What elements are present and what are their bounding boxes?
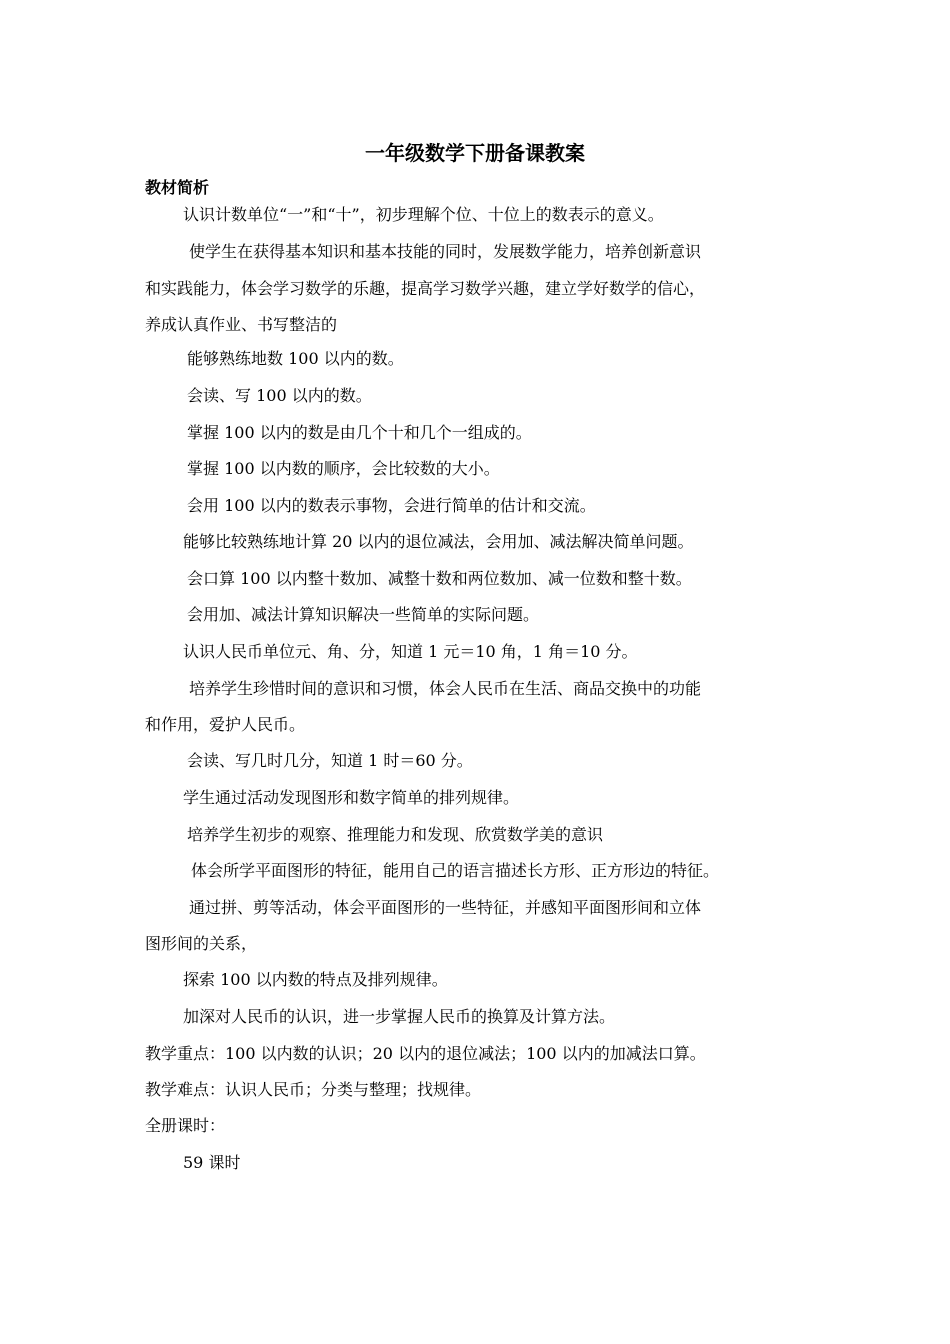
paragraph-line: 体会所学平面图形的特征，能用自己的语言描述长方形、正方形边的特征。	[191, 861, 720, 880]
paragraph-line: 加深对人民币的认识，进一步掌握人民币的换算及计算方法。	[183, 1007, 616, 1026]
paragraph-line: 探索 100 以内数的特点及排列规律。	[183, 970, 448, 989]
paragraph-line: 使学生在获得基本知识和基本技能的同时，发展数学能力，培养创新意识	[189, 242, 702, 261]
paragraph-line: 掌握 100 以内的数是由几个十和几个一组成的。	[187, 423, 532, 442]
paragraph-line: 会用 100 以内的数表示事物，会进行简单的估计和交流。	[187, 496, 596, 515]
paragraph-line: 图形间的关系，	[145, 934, 258, 953]
paragraph-line: 59 课时	[183, 1153, 241, 1172]
paragraph-line: 培养学生初步的观察、推理能力和发现、欣赏数学美的意识	[187, 825, 604, 844]
paragraph-line: 和实践能力，体会学习数学的乐趣，提高学习数学兴趣，建立学好数学的信心，	[145, 279, 706, 298]
paragraph-line: 能够比较熟练地计算 20 以内的退位减法，会用加、减法解决简单问题。	[183, 532, 694, 551]
paragraph-line: 培养学生珍惜时间的意识和习惯，体会人民币在生活、商品交换中的功能	[189, 679, 702, 698]
paragraph-line: 能够熟练地数 100 以内的数。	[187, 349, 404, 368]
paragraph-line: 全册课时：	[145, 1116, 226, 1135]
paragraph-line: 和作用，爱护人民币。	[145, 715, 306, 734]
paragraph-line: 会用加、减法计算知识解决一些简单的实际问题。	[187, 605, 540, 624]
paragraph-line: 会读、写 100 以内的数。	[187, 386, 372, 405]
paragraph-line: 学生通过活动发现图形和数字简单的排列规律。	[183, 788, 520, 807]
paragraph-line: 会口算 100 以内整十数加、减整十数和两位数加、减一位数和整十数。	[187, 569, 692, 588]
document-title: 一年级数学下册备课教案	[365, 141, 585, 165]
paragraph-line: 会读、写几时几分，知道 1 时＝60 分。	[187, 751, 473, 770]
paragraph-line: 掌握 100 以内数的顺序，会比较数的大小。	[187, 459, 500, 478]
paragraph-line: 认识人民币单位元、角、分，知道 1 元＝10 角，1 角＝10 分。	[183, 642, 638, 661]
paragraph-line: 认识计数单位“一”和“十”，初步理解个位、十位上的数表示的意义。	[183, 205, 664, 224]
paragraph-line: 教学重点：100 以内数的认识；20 以内的退位减法；100 以内的加减法口算。	[145, 1044, 706, 1063]
paragraph-line: 教学难点：认识人民币；分类与整理；找规律。	[145, 1080, 482, 1099]
section-heading: 教材简析	[145, 178, 210, 197]
paragraph-line: 通过拼、剪等活动，体会平面图形的一些特征，并感知平面图形间和立体	[189, 898, 702, 917]
paragraph-line: 养成认真作业、书写整洁的	[145, 315, 338, 334]
